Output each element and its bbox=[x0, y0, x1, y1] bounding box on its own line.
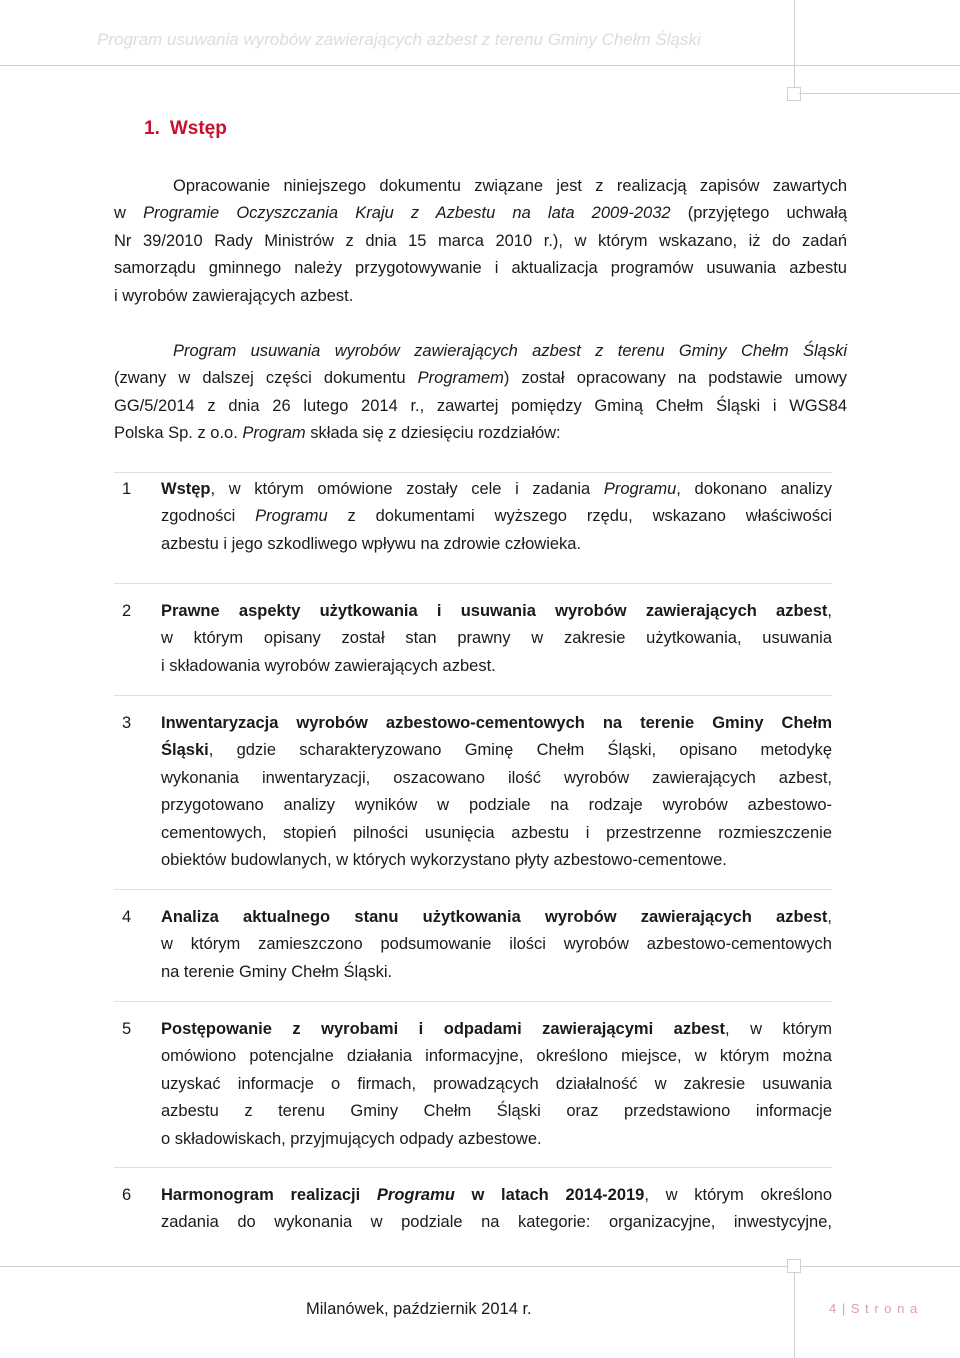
chapter-number: 5 bbox=[122, 1020, 132, 1038]
program-ref: Programem bbox=[417, 369, 504, 388]
chapter-title: Inwentaryzacja wyrobów azbestowo-cementowych na terenie Gminy Chełm bbox=[161, 714, 832, 732]
chapter-text: cementowych, stopień pilności usunięcia azbestu i przestrzenne rozmieszczenie bbox=[161, 823, 832, 842]
page-header bbox=[0, 0, 960, 66]
chapter-row bbox=[114, 472, 832, 583]
header-divider bbox=[794, 0, 795, 95]
chapter-text: z dokumentami wyższego rzędu, wskazano właściwości bbox=[327, 507, 832, 526]
header-title: Program usuwania wyrobów zawierających azbest z terenu Gminy Chełm Śląski bbox=[97, 30, 701, 49]
chapter-number: 2 bbox=[122, 602, 132, 620]
page-number: 4 | S t r o n a bbox=[829, 1301, 919, 1316]
program-ref: Programu bbox=[603, 480, 677, 498]
paragraph-line: Polska Sp. z o.o. bbox=[114, 424, 243, 443]
paragraph-line: GG/5/2014 z dnia 26 lutego 2014 r., zawartej pomiędzy Gminą Chełm Śląski i WGS84 bbox=[114, 396, 847, 415]
chapter-row bbox=[114, 695, 832, 889]
intro-paragraph bbox=[114, 173, 847, 310]
footer-place-date: Milanówek, październik 2014 r. bbox=[306, 1300, 532, 1318]
chapter-text: , gdzie scharakteryzowano Gminę Chełm Śląski, opisano metodykę bbox=[208, 741, 832, 760]
chapter-text: , bbox=[827, 908, 832, 926]
chapter-number: 4 bbox=[122, 908, 132, 926]
intro-line: Opracowanie niniejszego dokumentu związane jest z realizacją zapisów zawartych bbox=[173, 177, 847, 195]
chapter-text: , w którym omówione zostały cele i zadania bbox=[210, 480, 604, 498]
chapter-text: , dokonano analizy bbox=[676, 480, 832, 498]
section-number: 1. bbox=[144, 118, 160, 139]
chapter-text: omówiono potencjalne działania informacyjne, określono miejsce, w którym można bbox=[161, 1047, 832, 1066]
chapter-text: , w którym określono bbox=[644, 1186, 833, 1204]
chapter-text: w którym zamieszczono podsumowanie ilości wyrobów azbestowo-cementowych bbox=[161, 935, 832, 954]
chapter-row bbox=[114, 1167, 832, 1258]
paragraph-line: składa się z dziesięciu rozdziałów: bbox=[305, 424, 561, 443]
header-corner-marker bbox=[787, 87, 801, 101]
chapter-text: azbestu z terenu Gminy Chełm Śląski oraz przedstawiono informacje bbox=[161, 1102, 832, 1121]
intro-line: (przyjętego uchwałą bbox=[670, 204, 848, 223]
footer-rule bbox=[0, 1266, 960, 1267]
chapter-list bbox=[114, 472, 832, 1258]
chapter-text: i składowania wyrobów zawierających azbest. bbox=[161, 656, 496, 675]
header-rule bbox=[799, 93, 960, 94]
program-paragraph bbox=[114, 338, 847, 448]
chapter-title: Prawne aspekty użytkowania i usuwania wyrobów zawierających azbest bbox=[161, 602, 828, 620]
paragraph-line: ) został opracowany na podstawie umowy bbox=[503, 369, 847, 388]
chapter-number: 1 bbox=[122, 480, 132, 498]
chapter-text: , bbox=[827, 602, 832, 620]
chapter-text: przygotowano analizy wyników w podziale na rodzaje wyrobów azbestowo- bbox=[161, 796, 832, 815]
chapter-title: Śląski bbox=[161, 741, 209, 760]
footer-corner-marker bbox=[787, 1259, 801, 1273]
chapter-row bbox=[114, 889, 832, 1001]
chapter-text: , w którym bbox=[725, 1020, 832, 1038]
chapter-text: uzyskać informacje o firmach, prowadzących działalność w zakresie usuwania bbox=[161, 1074, 832, 1093]
chapter-text: na terenie Gminy Chełm Śląski. bbox=[161, 962, 393, 981]
paragraph-line: (zwany w dalszej części dokumentu bbox=[114, 369, 418, 388]
chapter-text: obiektów budowlanych, w których wykorzystano płyty azbestowo-cementowe. bbox=[161, 851, 727, 870]
chapter-title: Harmonogram realizacji bbox=[161, 1186, 377, 1204]
chapter-title: Wstęp bbox=[161, 480, 211, 498]
program-ref: Program bbox=[242, 424, 306, 443]
chapter-row bbox=[114, 1001, 832, 1167]
footer-divider bbox=[794, 1266, 795, 1358]
program-ref: Programu bbox=[376, 1186, 455, 1204]
chapter-title: w latach 2014-2019 bbox=[454, 1186, 645, 1204]
chapter-title: Analiza aktualnego stanu użytkowania wyrobów zawierających azbest bbox=[161, 908, 828, 926]
intro-line: w bbox=[114, 204, 144, 223]
program-name: Programie Oczyszczania Kraju z Azbestu na lata 2009-2032 bbox=[143, 204, 671, 223]
intro-line: Nr 39/2010 Rady Ministrów z dnia 15 marca 2010 r.), w którym wskazano, iż do zadań bbox=[114, 231, 847, 250]
section-heading bbox=[144, 118, 227, 140]
chapter-number: 3 bbox=[122, 714, 132, 732]
intro-line: samorządu gminnego należy przygotowywanie i aktualizacja programów usuwania azbestu bbox=[114, 259, 847, 278]
program-title: Program usuwania wyrobów zawierających azbest z terenu Gminy Chełm Śląski bbox=[173, 342, 847, 360]
chapter-text: o składowiskach, przyjmujących odpady azbestowe. bbox=[161, 1129, 542, 1148]
chapter-text: w którym opisany został stan prawny w zakresie użytkowania, usuwania bbox=[161, 629, 832, 648]
chapter-text: wykonania inwentaryzacji, oszacowano ilość wyrobów zawierających azbest, bbox=[161, 768, 832, 787]
chapter-title: Postępowanie z wyrobami i odpadami zawierającymi azbest bbox=[161, 1020, 726, 1038]
chapter-text: zadania do wykonania w podziale na kategorie: organizacyjne, inwestycyjne, bbox=[161, 1213, 832, 1232]
chapter-number: 6 bbox=[122, 1186, 132, 1204]
section-title: Wstęp bbox=[169, 118, 227, 139]
program-ref: Programu bbox=[255, 507, 328, 526]
intro-line: i wyrobów zawierających azbest. bbox=[114, 286, 354, 305]
chapter-row bbox=[114, 583, 832, 695]
chapter-text: zgodności bbox=[161, 507, 256, 526]
chapter-text: azbestu i jego szkodliwego wpływu na zdrowie człowieka. bbox=[161, 534, 582, 553]
